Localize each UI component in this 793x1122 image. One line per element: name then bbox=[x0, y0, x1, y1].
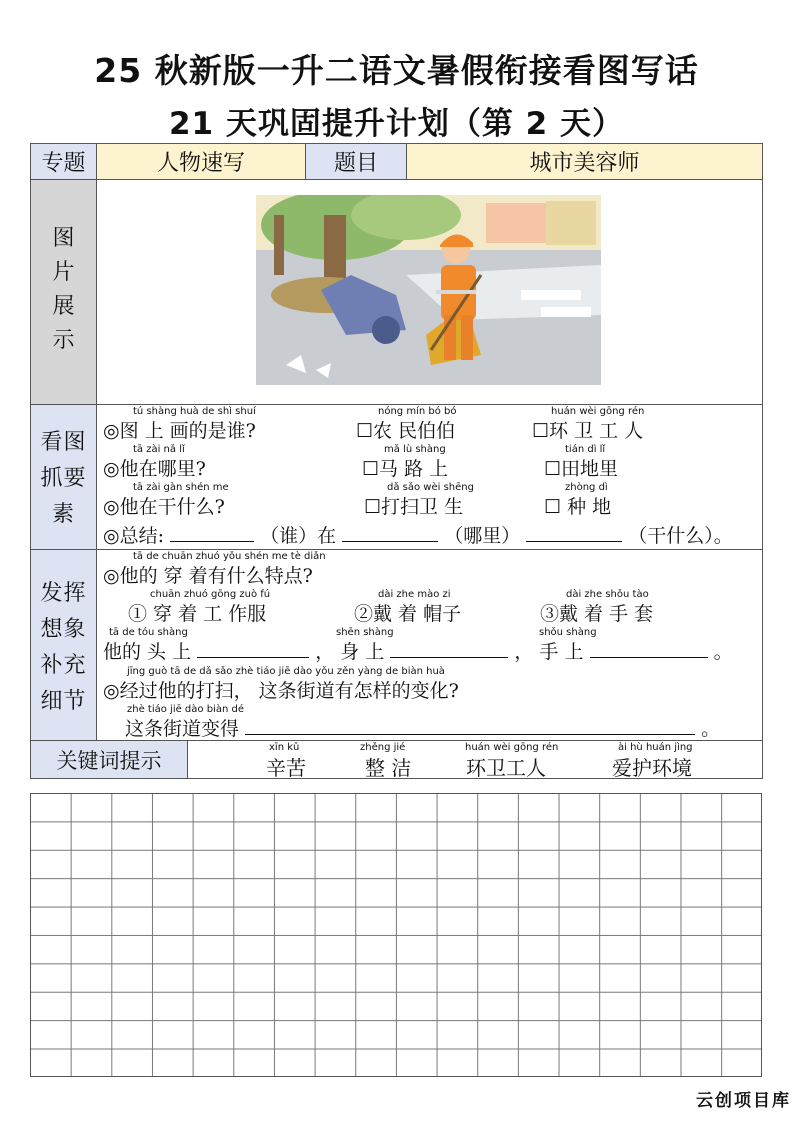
q2-text: ◎他在哪里? bbox=[103, 458, 206, 480]
imagine-opt1: ① 穿 着 工 作服 bbox=[128, 603, 267, 625]
topic-label: 专题 bbox=[30, 143, 97, 180]
answer-line bbox=[125, 714, 720, 741]
fill-hand-blank[interactable] bbox=[590, 639, 708, 658]
imagine-opt2: ②戴 着 帽子 bbox=[354, 603, 462, 625]
page-title: 25 秋新版一升二语文暑假衔接看图写话 bbox=[94, 51, 699, 90]
observe-label: 看图抓要素 bbox=[40, 430, 87, 527]
fill-line bbox=[103, 637, 733, 664]
kw2-pinyin: zhěng jié bbox=[360, 742, 406, 753]
q3-opt2[interactable]: ☐ 种 地 bbox=[544, 496, 612, 518]
imagine-label: 发挥想象补充细节 bbox=[40, 581, 87, 714]
q1-opt2-pinyin: huán wèi gōng rén bbox=[551, 406, 645, 417]
q1-text: ◎图 上 画的是谁? bbox=[103, 420, 256, 442]
kw4-pinyin: ài hù huán jìng bbox=[618, 742, 693, 753]
summary-lead: ◎总结: bbox=[103, 525, 164, 547]
fill-head-blank[interactable] bbox=[197, 639, 309, 658]
page-subtitle: 21 天巩固提升计划（第 2 天） bbox=[168, 106, 625, 142]
imagine-opt1-pinyin: chuān zhuó gōng zuò fú bbox=[150, 589, 271, 600]
picture-label: 图片展示 bbox=[52, 226, 75, 353]
summary-line bbox=[103, 521, 733, 548]
street-sweeper-illustration bbox=[256, 195, 601, 385]
q3-pinyin: tā zài gàn shén me bbox=[133, 482, 229, 493]
imagine-opt2-pinyin: dài zhe mào zi bbox=[378, 589, 451, 600]
fill-body-text: ， 身 上 bbox=[315, 641, 385, 663]
q1-opt1[interactable]: ☐农 民伯伯 bbox=[356, 420, 456, 442]
imagine-q2-pinyin: jīng guò tā de dǎ sǎo zhè tiáo jiē dào yǒu zěn yàng de biàn huà bbox=[127, 666, 445, 677]
kw1-pinyin: xīn kǔ bbox=[269, 742, 300, 753]
summary-what: （干什么）。 bbox=[628, 525, 733, 547]
imagine-q1-pinyin: tā de chuān zhuó yǒu shén me tè diǎn bbox=[133, 551, 326, 562]
answer-pinyin: zhè tiáo jiē dào biàn dé bbox=[127, 704, 244, 715]
observe-label-cell bbox=[30, 404, 97, 550]
summary-what-blank[interactable] bbox=[526, 523, 622, 542]
fill-head-text: 他的 头 上 bbox=[103, 641, 192, 663]
q3-opt1[interactable]: ☐打扫卫 生 bbox=[364, 496, 464, 518]
summary-who: （谁）在 bbox=[260, 525, 337, 547]
summary-where-blank[interactable] bbox=[342, 523, 438, 542]
kw3: 环卫工人 bbox=[466, 756, 546, 780]
q3-text: ◎他在干什么? bbox=[103, 496, 225, 518]
summary-where: （哪里） bbox=[444, 525, 521, 547]
answer-text: 这条街道变得 bbox=[125, 718, 240, 740]
q3-opt2-pinyin: zhòng dì bbox=[565, 482, 608, 493]
answer-blank[interactable] bbox=[245, 716, 695, 735]
kw3-pinyin: huán wèi gōng rén bbox=[465, 742, 559, 753]
fill-end: 。 bbox=[713, 641, 733, 663]
summary-who-blank[interactable] bbox=[170, 523, 254, 542]
q3-opt1-pinyin: dǎ sǎo wèi shēng bbox=[387, 482, 474, 493]
kw4: 爱护环境 bbox=[612, 756, 692, 780]
imagine-q2-text: ◎经过他的打扫， 这条街道有怎样的变化? bbox=[103, 680, 459, 702]
keywords-label: 关键词提示 bbox=[30, 740, 188, 779]
q1-opt1-pinyin: nóng mín bó bó bbox=[378, 406, 457, 417]
footer-watermark: 云创项目库 bbox=[696, 1091, 791, 1111]
fill-p2: shēn shàng bbox=[336, 627, 394, 638]
q2-opt2[interactable]: ☐田地里 bbox=[544, 458, 619, 480]
topic-value: 人物速写 bbox=[96, 143, 306, 180]
fill-hand-text: ， 手 上 bbox=[514, 641, 584, 663]
picture-cell bbox=[96, 179, 763, 405]
fill-p1: tā de tóu shàng bbox=[109, 627, 188, 638]
imagine-opt3: ③戴 着 手 套 bbox=[540, 603, 654, 625]
kw2: 整 洁 bbox=[365, 756, 412, 780]
picture-label-cell bbox=[30, 179, 97, 405]
q2-opt2-pinyin: tián dì lǐ bbox=[565, 444, 606, 455]
imagine-q1-text: ◎他的 穿 着有什么特点? bbox=[103, 565, 313, 587]
fill-p3: shǒu shàng bbox=[539, 627, 597, 638]
subject-value: 城市美容师 bbox=[406, 143, 763, 180]
q2-opt1[interactable]: ☐马 路 上 bbox=[362, 458, 449, 480]
imagine-label-cell bbox=[30, 549, 97, 741]
writing-grid[interactable] bbox=[30, 793, 762, 1077]
fill-body-blank[interactable] bbox=[390, 639, 508, 658]
q2-pinyin: tā zài nǎ lǐ bbox=[133, 444, 185, 455]
answer-end: 。 bbox=[701, 718, 721, 740]
kw1: 辛苦 bbox=[266, 756, 306, 780]
q1-pinyin: tú shàng huà de shì shuí bbox=[133, 406, 256, 417]
q2-opt1-pinyin: mǎ lù shàng bbox=[384, 444, 446, 455]
imagine-opt3-pinyin: dài zhe shǒu tào bbox=[566, 589, 649, 600]
q1-opt2[interactable]: ☐环 卫 工 人 bbox=[532, 420, 644, 442]
subject-label: 题目 bbox=[305, 143, 407, 180]
